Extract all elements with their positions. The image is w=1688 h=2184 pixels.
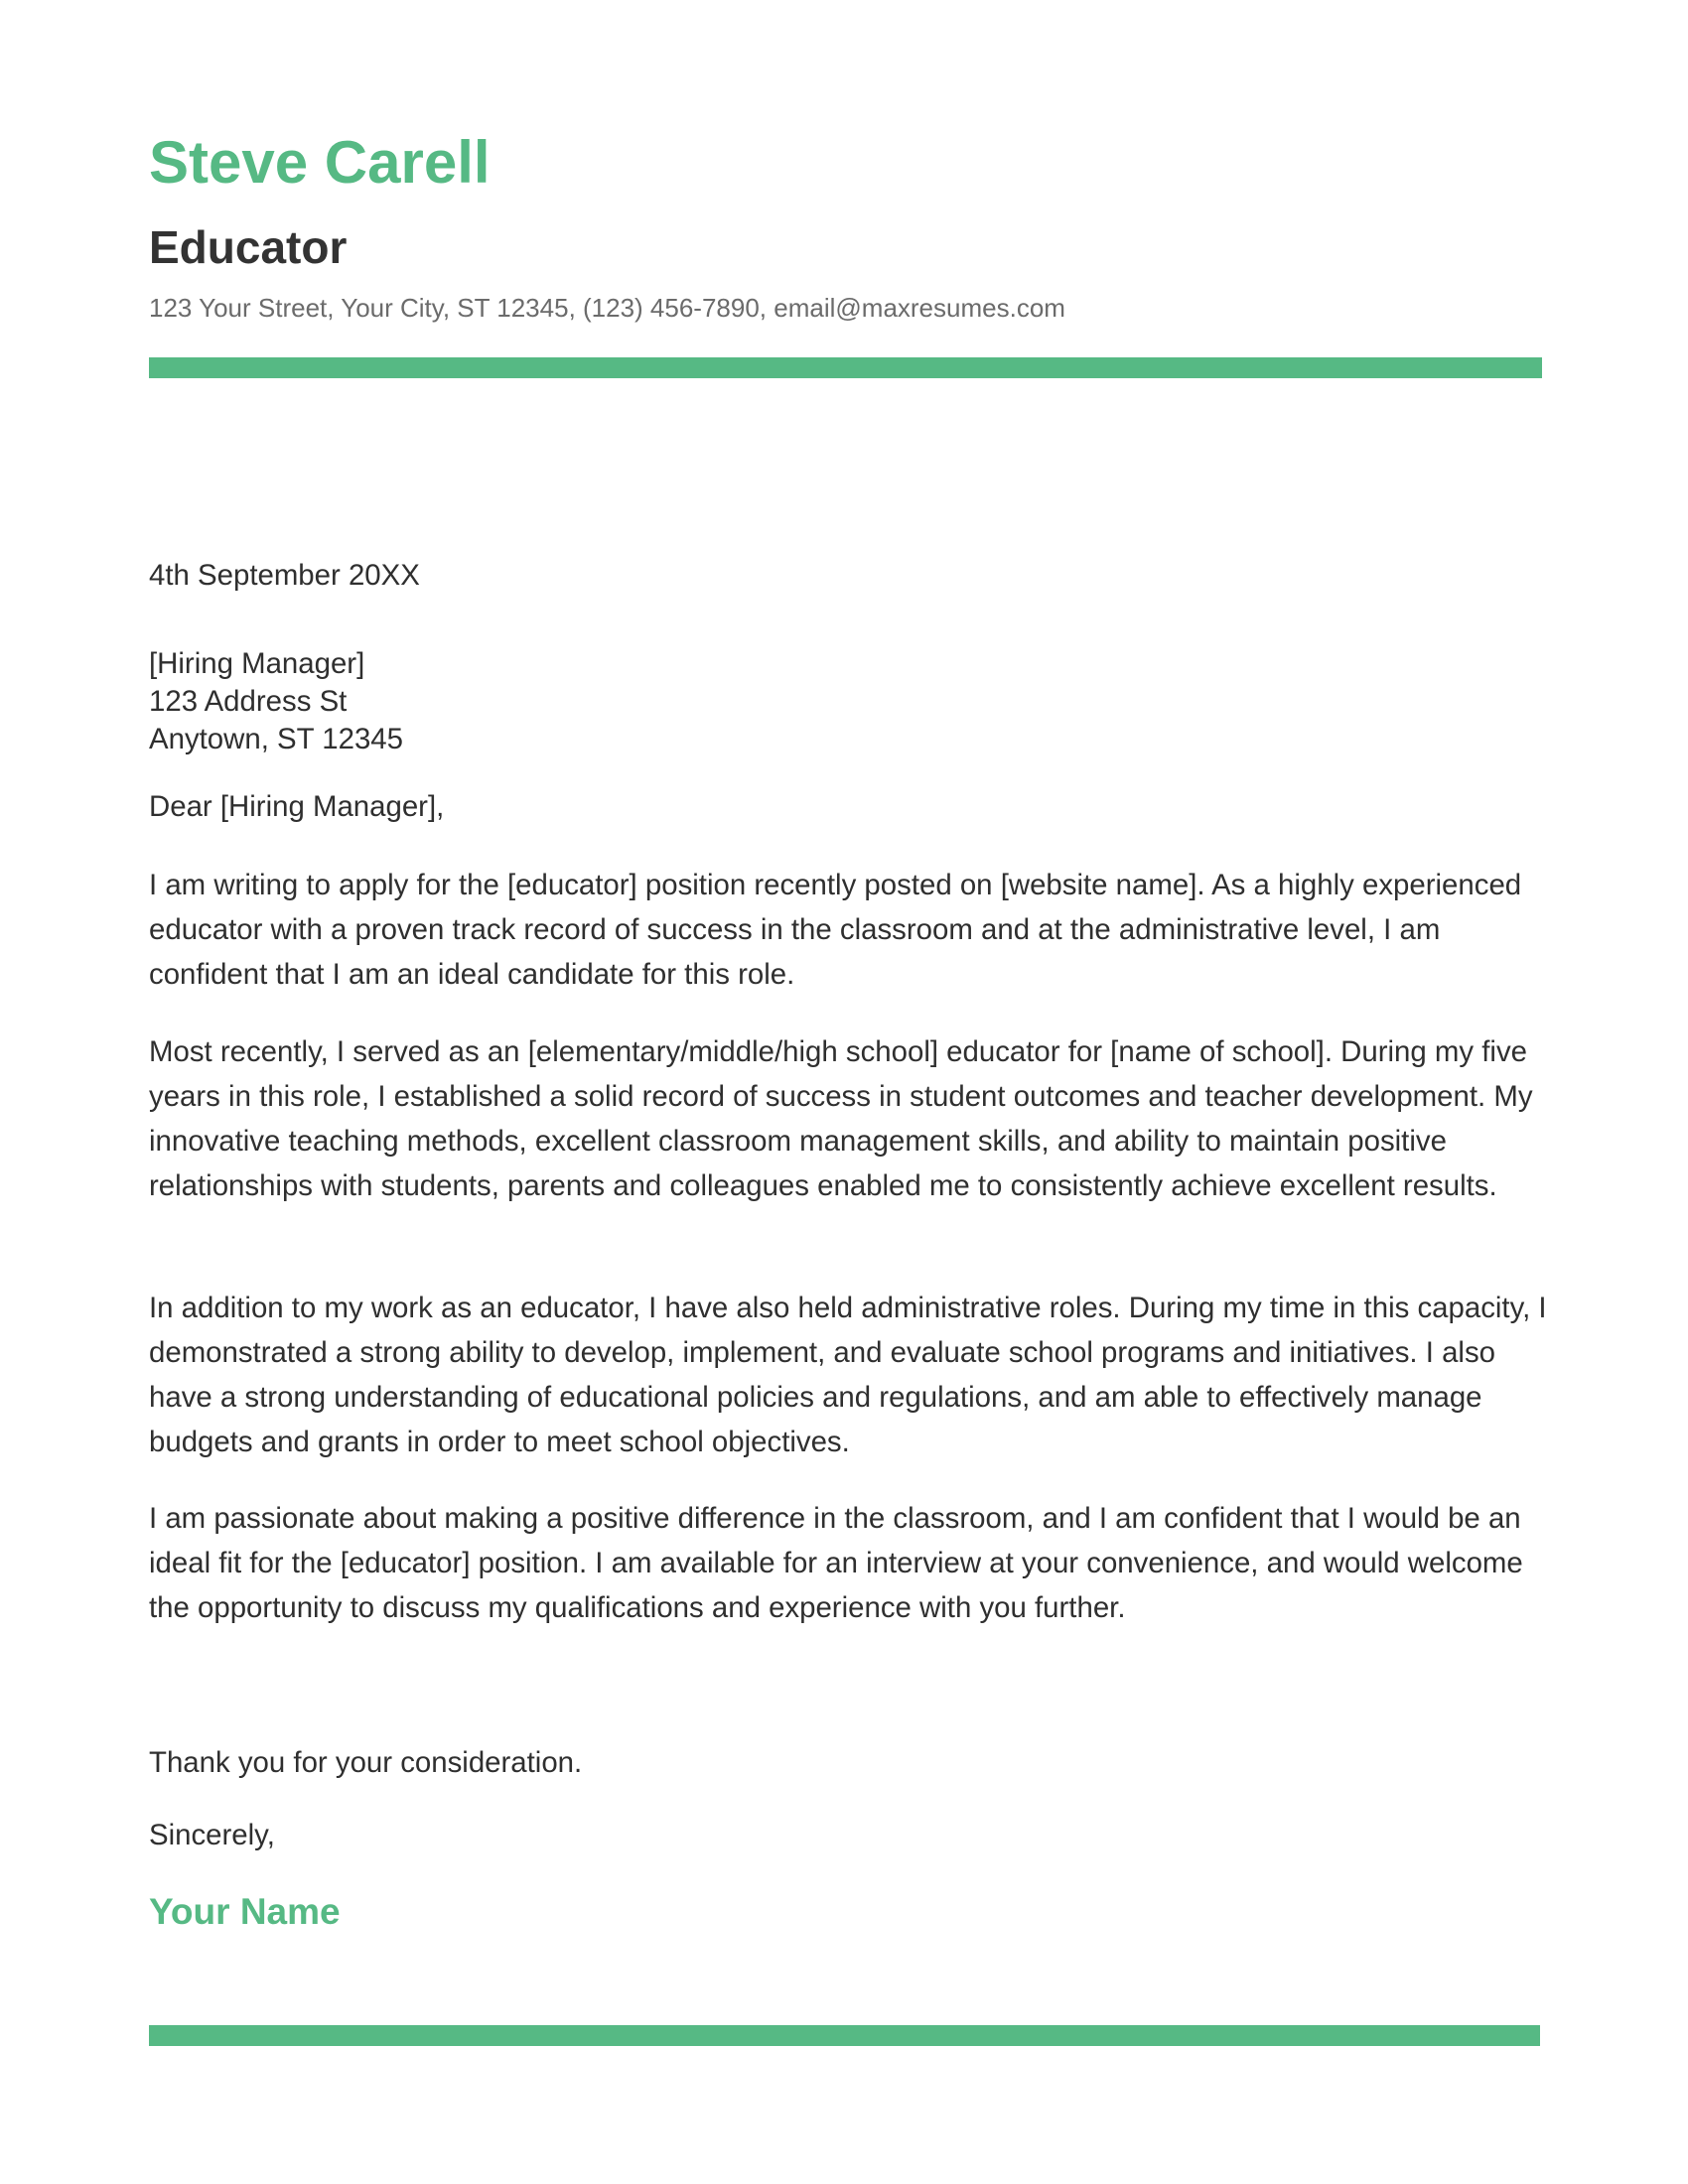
top-divider — [149, 357, 1542, 378]
applicant-name: Steve Carell — [149, 129, 491, 196]
recipient-line: [Hiring Manager] — [149, 647, 365, 680]
recipient-line: Anytown, ST 12345 — [149, 723, 403, 755]
job-title: Educator — [149, 221, 348, 273]
bottom-divider — [149, 2025, 1540, 2046]
salutation: Dear [Hiring Manager], — [149, 790, 445, 823]
sign-off: Sincerely, — [149, 1819, 275, 1851]
body-paragraph: I am passionate about making a positive difference in the classroom, and I am confident that I would be an ideal fit for the [educator] position. I am available for an interview at your convenience, and would welcome the opportunity to discuss my qualifications and experience with you further. — [149, 1502, 1523, 1624]
closing-line: Thank you for your consideration. — [149, 1746, 583, 1779]
letter-date: 4th September 20XX — [149, 559, 420, 592]
recipient-address — [149, 645, 1554, 758]
body-paragraph: I am writing to apply for the [educator] position recently posted on [website name]. As a highly experienced educator with a proven track record of success in the classroom and at the administrative level, I am confident that I am an ideal candidate for this role. — [149, 869, 1522, 991]
signature-name: Your Name — [149, 1891, 341, 1932]
body-paragraph: In addition to my work as an educator, I have also held administrative roles. During my time in this capacity, I demonstrated a strong ability to develop, implement, and evaluate school programs and initiatives. I also have a strong understanding of educational policies and regulations, and am able to effectively manage budgets and grants in order to meet school objectives. — [149, 1292, 1547, 1458]
body-paragraph: Most recently, I served as an [elementary/middle/high school] educator for [name of school]. During my five years in this role, I established a solid record of success in student outcomes and teacher development. My innovative teaching methods, excellent classroom management skills, and ability to maintain positive relationships with students, parents and colleagues enabled me to consistently achieve excellent results. — [149, 1035, 1533, 1202]
recipient-line: 123 Address St — [149, 685, 348, 718]
contact-info: 123 Your Street, Your City, ST 12345, (123) 456-7890, email@maxresumes.com — [149, 293, 1065, 323]
